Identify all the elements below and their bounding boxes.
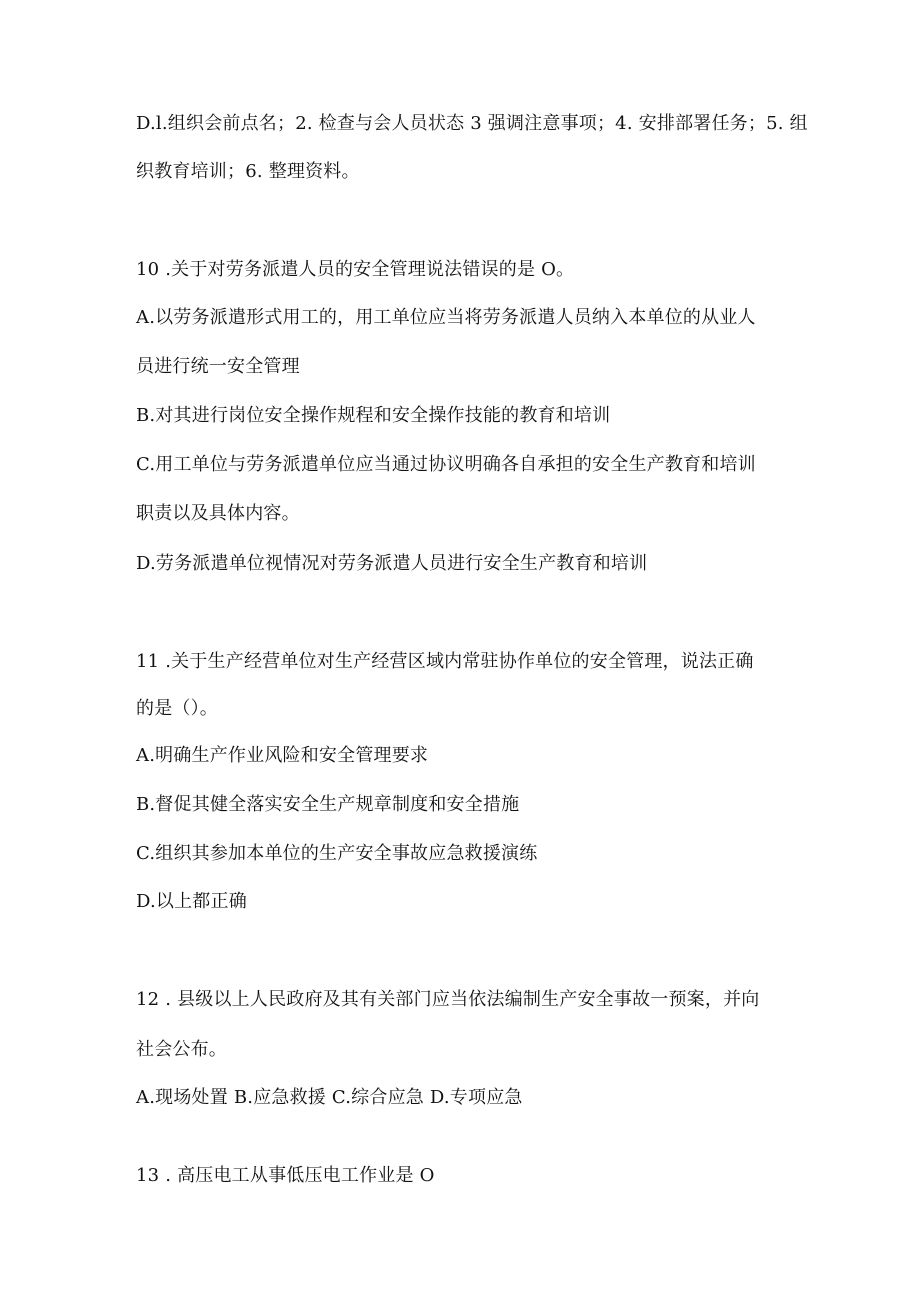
- q11-option-d: D.以上都正确: [136, 891, 247, 912]
- q13-stem: 13 . 高压电工从事低压电工作业是 O: [136, 1165, 435, 1186]
- q9-option-d-line2: 织教育培训；6. 整理资料。: [136, 161, 360, 182]
- q11-option-b: B.督促其健全落实安全生产规章制度和安全措施: [136, 794, 520, 815]
- q12-stem-line2: 社会公布。: [136, 1039, 227, 1060]
- q10-option-c-line1: C.用工单位与劳务派遣单位应当通过协议明确各自承担的安全生产教育和培训: [136, 454, 756, 475]
- q10-stem: 10 .关于对劳务派遣人员的安全管理说法错误的是 O。: [136, 259, 575, 280]
- q10-option-a-line2: 员进行统一安全管理: [136, 356, 300, 377]
- q9-option-d-line1: D.l.组织会前点名；2. 检查与会人员状态 3 强调注意事项；4. 安排部署任务；5. 组: [136, 113, 808, 134]
- q11-stem-line2: 的是（）。: [136, 698, 218, 719]
- q10-option-a-line1: A.以劳务派遣形式用工的，用工单位应当将劳务派遣人员纳入本单位的从业人: [136, 307, 756, 328]
- q11-option-a: A.明确生产作业风险和安全管理要求: [136, 745, 429, 766]
- q11-stem-line1: 11 .关于生产经营单位对生产经营区域内常驻协作单位的安全管理，说法正确: [136, 651, 754, 672]
- q12-stem-line1: 12 . 县级以上人民政府及其有关部门应当依法编制生产安全事故一预案，并向: [136, 989, 760, 1010]
- q12-options: A.现场处置 B.应急救援 C.综合应急 D.专项应急: [136, 1087, 523, 1108]
- q10-option-c-line2: 职责以及具体内容。: [136, 503, 300, 524]
- q10-option-d: D.劳务派遣单位视情况对劳务派遣人员进行安全生产教育和培训: [136, 553, 648, 574]
- q10-option-b: B.对其进行岗位安全操作规程和安全操作技能的教育和培训: [136, 405, 611, 426]
- q11-option-c: C.组织其参加本单位的生产安全事故应急救援演练: [136, 843, 538, 864]
